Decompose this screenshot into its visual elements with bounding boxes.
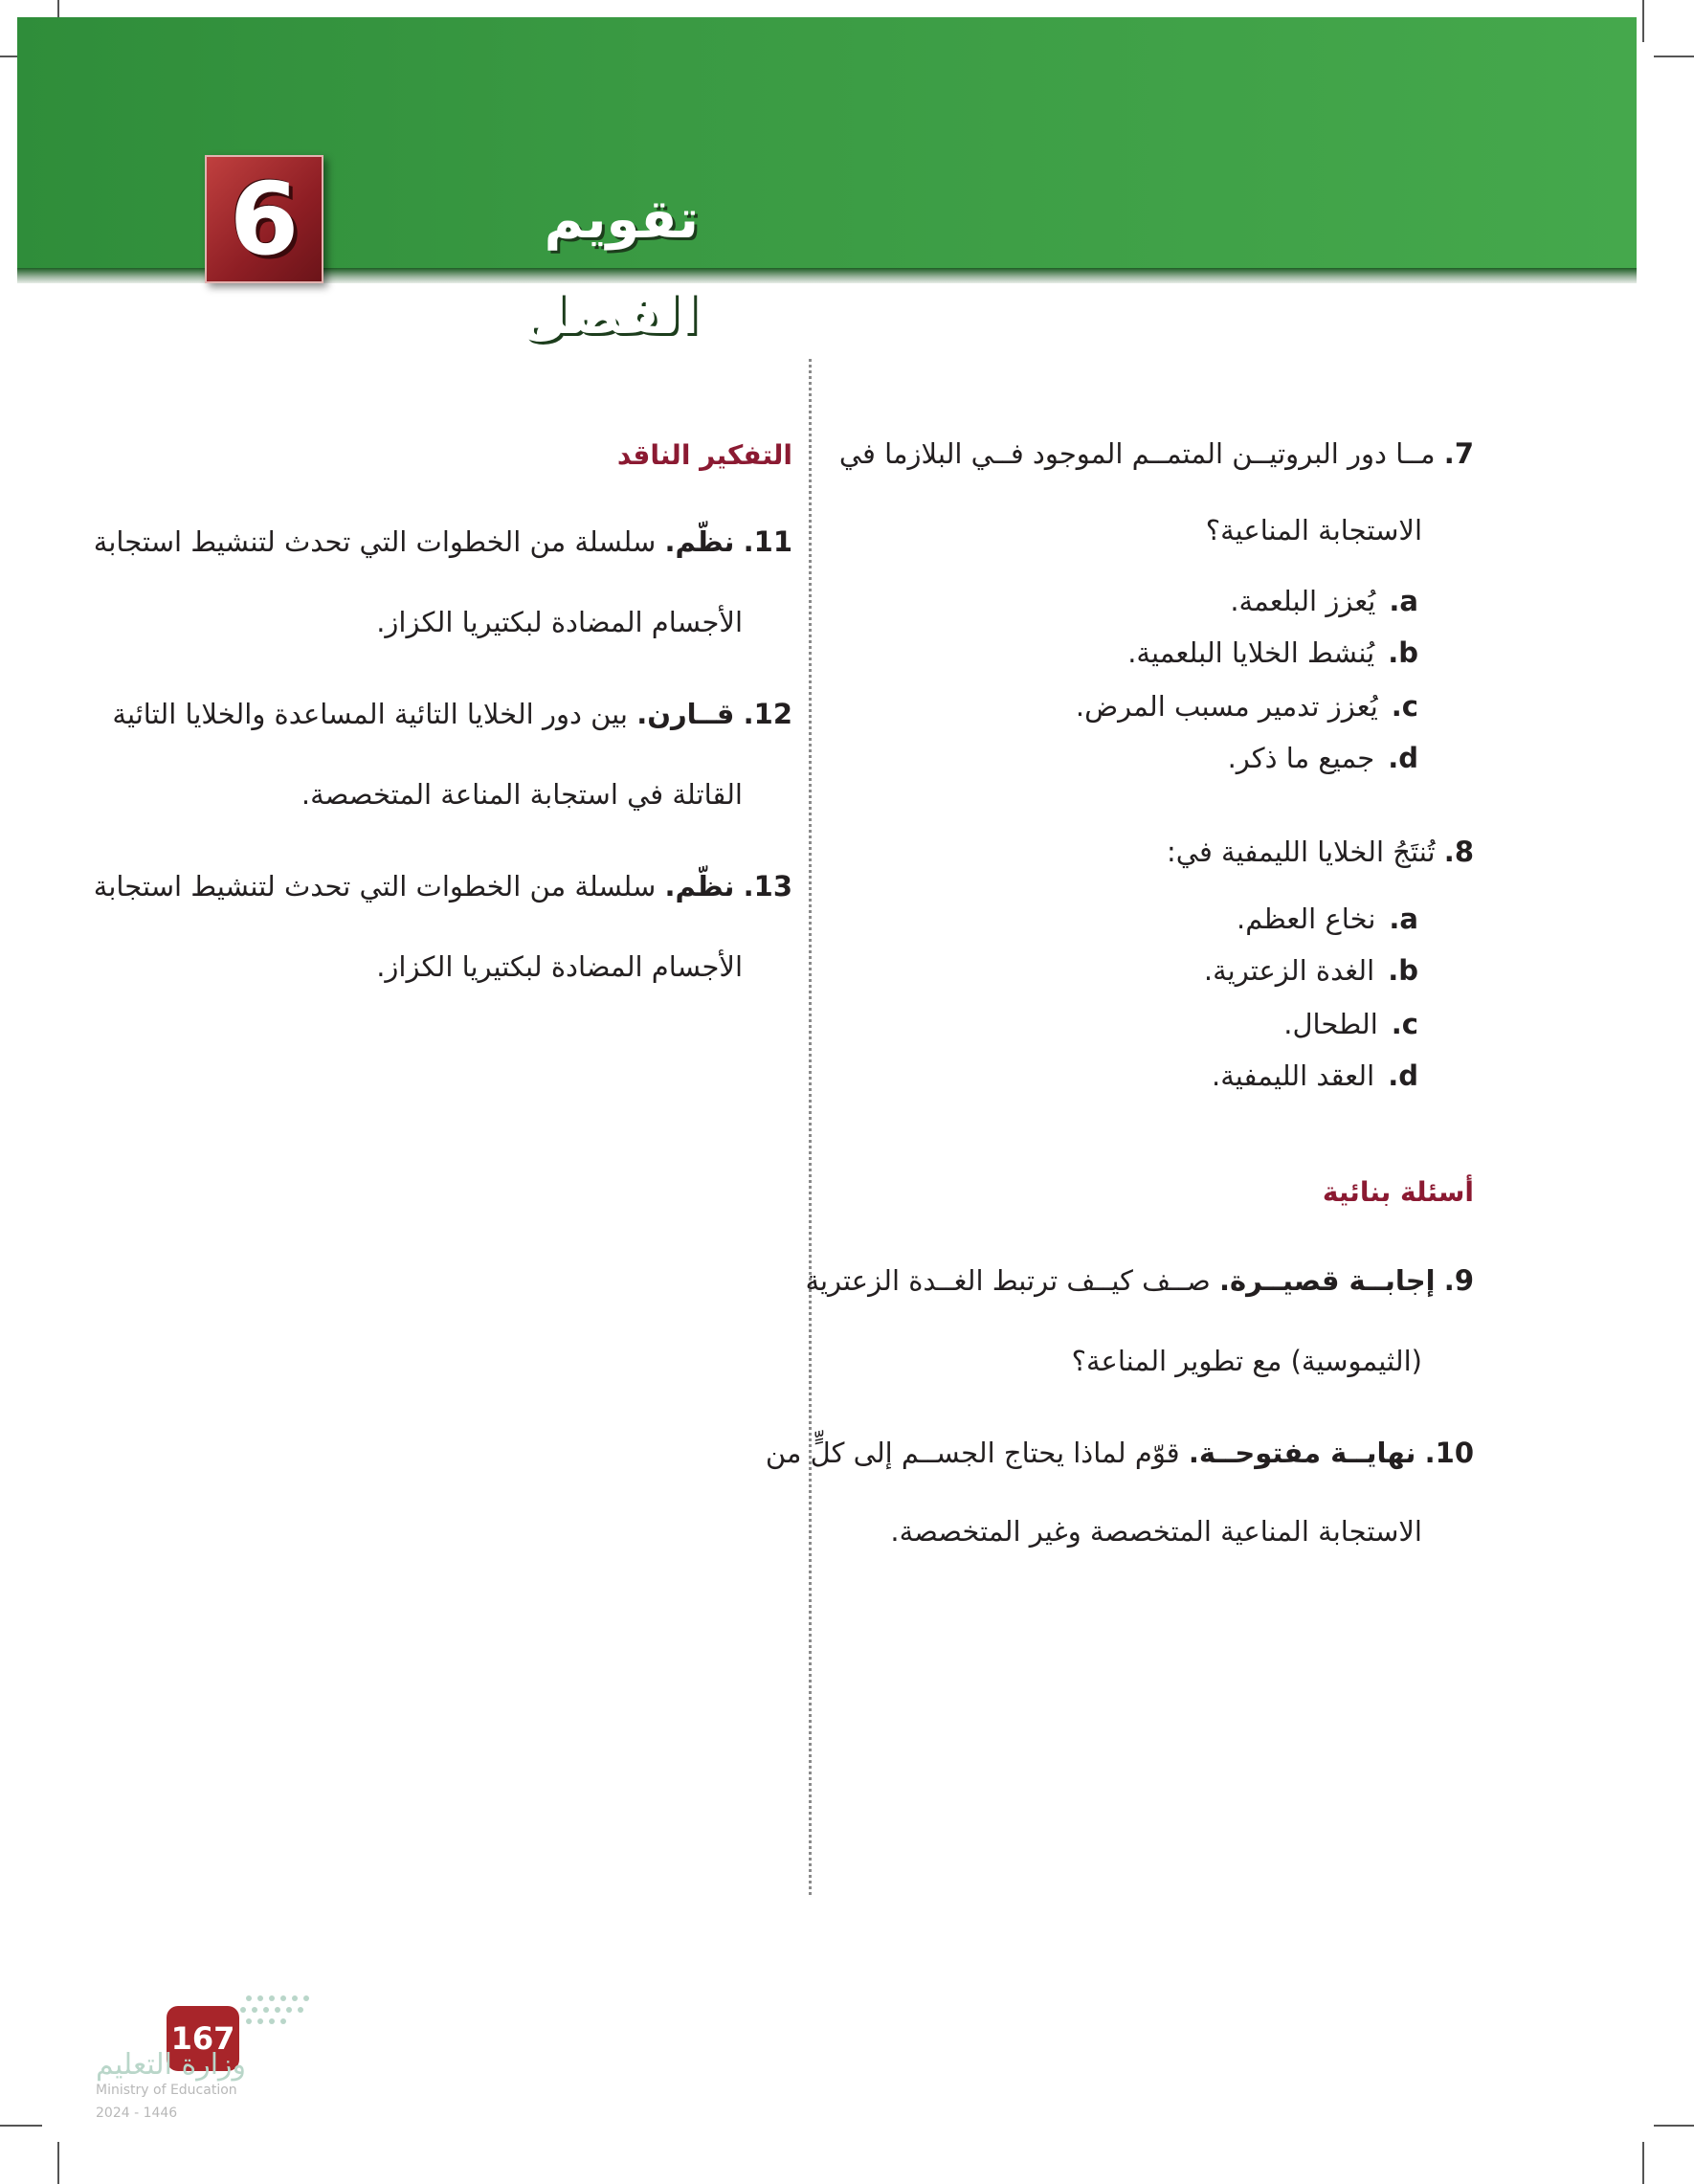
question-11	[94, 523, 792, 561]
question-12-line2: القاتلة في استجابة المناعة المتخصصة.	[301, 778, 743, 811]
question-text: صــف كيــف ترتبط الغــدة الزعترية	[805, 1264, 1211, 1297]
answer-option	[1237, 900, 1418, 938]
option-text: الطحال.	[1283, 1008, 1378, 1040]
option-letter: a.	[1389, 585, 1418, 617]
crop-mark	[0, 2125, 42, 2127]
question-label: نظّم.	[664, 525, 735, 558]
chapter-number-badge	[205, 155, 323, 283]
question-11-line2: الأجسام المضادة لبكتيريا الكزاز.	[376, 606, 743, 638]
question-12	[112, 695, 792, 733]
question-number: 12.	[743, 698, 792, 730]
question-label: قــارن.	[636, 698, 735, 730]
question-number: 9.	[1443, 1264, 1474, 1297]
option-text: يُعزز البلعمة.	[1230, 585, 1376, 617]
question-text: بين دور الخلايا التائية المساعدة والخلايا التائية	[112, 698, 628, 730]
option-text: العقد الليمفية.	[1212, 1059, 1375, 1092]
chapter-number: 6	[229, 161, 300, 278]
page-title: تقويم الفصل	[521, 189, 699, 346]
option-text: يُعزز تدمير مسبب المرض.	[1075, 690, 1378, 723]
question-10-line2: الاستجابة المناعية المتخصصة وغير المتخصصة.	[890, 1515, 1422, 1548]
option-letter: d.	[1388, 1059, 1418, 1092]
option-letter: c.	[1391, 690, 1418, 723]
question-8	[1167, 833, 1474, 871]
answer-option	[1127, 634, 1418, 672]
question-text: تُنتَجُ الخلايا الليمفية في:	[1167, 836, 1436, 868]
question-10	[766, 1434, 1474, 1472]
option-text: الغدة الزعترية.	[1203, 954, 1375, 987]
answer-option	[1228, 739, 1418, 777]
section-heading-constructive: أسئلة بنائية	[1322, 1176, 1474, 1208]
question-9-line2: (الثيموسية) مع تطوير المناعة؟	[1071, 1345, 1422, 1377]
crop-mark	[1654, 2125, 1694, 2127]
page-number: 167	[170, 2020, 235, 2057]
answer-option	[1212, 1057, 1418, 1095]
option-letter: a.	[1389, 903, 1418, 935]
option-letter: b.	[1388, 954, 1418, 987]
answer-option	[1204, 951, 1418, 990]
question-number: 10.	[1424, 1437, 1474, 1469]
option-letter: b.	[1388, 636, 1418, 669]
question-text: سلسلة من الخطوات التي تحدث لتنشيط استجابة	[93, 870, 657, 903]
question-label: نهايــة مفتوحــة.	[1188, 1437, 1416, 1469]
ministry-logo-text: وزارة التعليم	[96, 2048, 247, 2082]
option-text: نخاع العظم.	[1237, 903, 1376, 935]
section-heading-critical-thinking: التفكير الناقد	[616, 439, 792, 471]
question-number: 11.	[743, 525, 792, 558]
question-7-line2: الاستجابة المناعية؟	[1205, 514, 1422, 546]
crop-mark	[1642, 2142, 1644, 2184]
question-text: سلسلة من الخطوات التي تحدث لتنشيط استجابة	[93, 525, 657, 558]
edition-year: 2024 - 1446	[96, 2106, 178, 2121]
question-13	[94, 867, 792, 905]
option-text: جميع ما ذكر.	[1227, 742, 1375, 774]
answer-option	[1076, 687, 1418, 725]
question-9	[805, 1261, 1474, 1300]
crop-mark	[57, 2142, 59, 2184]
ministry-name-english: Ministry of Education	[96, 2083, 237, 2098]
question-text: قوّم لماذا يحتاج الجســم إلى كلٍّ من	[765, 1437, 1180, 1469]
crop-mark	[1642, 0, 1644, 42]
question-7	[839, 435, 1474, 473]
crop-mark	[1654, 56, 1694, 57]
question-text: مــا دور البروتيــن المتمــم الموجود فــي البلازما في	[838, 437, 1436, 470]
question-label: نظّم.	[664, 870, 735, 903]
question-number: 13.	[743, 870, 792, 903]
option-letter: d.	[1388, 742, 1418, 774]
decorative-dots-icon	[239, 1993, 316, 2031]
column-divider	[809, 359, 812, 1895]
question-number: 7.	[1443, 437, 1474, 470]
option-text: يُنشط الخلايا البلعمية.	[1127, 636, 1375, 669]
answer-option	[1283, 1005, 1418, 1043]
question-number: 8.	[1443, 836, 1474, 868]
question-13-line2: الأجسام المضادة لبكتيريا الكزاز.	[376, 950, 743, 983]
question-label: إجابــة قصيــرة.	[1219, 1264, 1436, 1297]
answer-option	[1230, 582, 1418, 620]
option-letter: c.	[1391, 1008, 1418, 1040]
